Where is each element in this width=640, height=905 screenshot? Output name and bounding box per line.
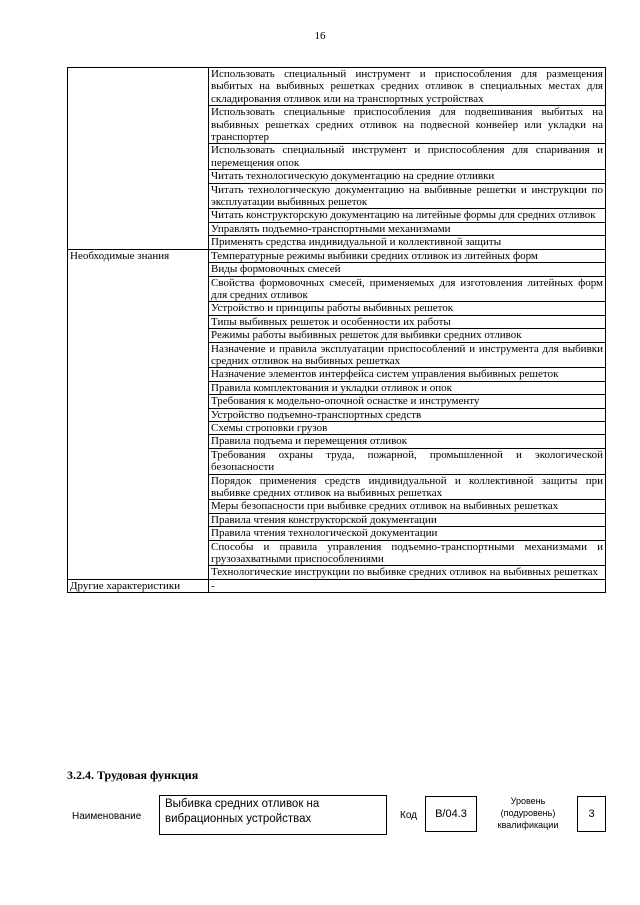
row-text: Правила чтения технологической документации (209, 527, 606, 540)
row-text: Типы выбивных решеток и особенности их работы (209, 315, 606, 328)
row-text: Назначение и правила эксплуатации приспособлений и инструмента для выбивки средних отливок на выбивных решетках (209, 342, 606, 368)
row-text: Применять средства индивидуальной и коллективной защиты (209, 236, 606, 249)
row-text: Назначение элементов интерфейса систем управления выбивных решеток (209, 368, 606, 381)
row-text: Виды формовочных смесей (209, 263, 606, 276)
row-text: Требования к модельно-опочной оснастке и инструменту (209, 395, 606, 408)
table-row (68, 579, 606, 592)
row-label (68, 68, 209, 250)
table-row (68, 249, 606, 262)
row-text: Температурные режимы выбивки средних отливок из литейных форм (209, 249, 606, 262)
row-text: Устройство и принципы работы выбивных решеток (209, 302, 606, 315)
row-text: Устройство подъемно-транспортных средств (209, 408, 606, 421)
row-label: Другие характеристики (68, 579, 209, 592)
row-text: Использовать специальный инструмент и приспособления для спаривания и перемещения опок (209, 144, 606, 170)
row-text: Меры безопасности при выбивке средних отливок на выбивных решетках (209, 500, 606, 513)
row-text: Использовать специальные приспособления для подвешивания выбитых на выбивных решетках средних отливок на подвесной конвейер или укладки на транспортер (209, 106, 606, 144)
row-text: Читать технологическую документацию на средние отливки (209, 170, 606, 183)
page-number: 16 (314, 30, 326, 42)
row-text: Схемы строповки грузов (209, 421, 606, 434)
section-title: 3.2.4. Трудовая функция (67, 768, 199, 782)
row-text: - (209, 579, 606, 592)
name-label: Наименование (72, 811, 142, 822)
row-label: Необходимые знания (68, 249, 209, 579)
row-text: Требования охраны труда, пожарной, промышленной и экологической безопасности (209, 448, 606, 474)
function-name-box: Выбивка средних отливок на вибрационных устройствах (159, 795, 387, 835)
row-text: Читать технологическую документацию на выбивные решетки и инструкции по эксплуатации выбивных решеток (209, 183, 606, 209)
row-text: Свойства формовочных смесей, применяемых для изготовления литейных форм для средних отливок (209, 276, 606, 302)
row-text: Управлять подъемно-транспортными механизмами (209, 222, 606, 235)
code-label: Код (400, 810, 418, 821)
row-text: Правила комплектования и укладки отливок и опок (209, 381, 606, 394)
row-text: Правила чтения конструкторской документации (209, 513, 606, 526)
row-text: Режимы работы выбивных решеток для выбивки средних отливок (209, 329, 606, 342)
row-text: Порядок применения средств индивидуальной и коллективной защиты при выбивке средних отливок на выбивных решетках (209, 474, 606, 500)
row-text: Способы и правила управления подъемно-транспортными механизмами и грузозахватными приспособлениями (209, 540, 606, 566)
table-row (68, 68, 606, 106)
row-text: Использовать специальный инструмент и приспособления для размещения выбитых на выбивных решетках средних отливок в специальных местах для складирования отливок или на транспортных устройствах (209, 68, 606, 106)
code-box: B/04.3 (425, 796, 477, 832)
level-box: 3 (577, 796, 606, 832)
row-text: Правила подъема и перемещения отливок (209, 435, 606, 448)
row-text: Технологические инструкции по выбивке средних отливок на выбивных решетках (209, 566, 606, 579)
requirements-table (67, 67, 606, 593)
row-text: Читать конструкторскую документацию на литейные формы для средних отливок (209, 209, 606, 222)
level-label: Уровень (подуровень) квалификации (497, 796, 559, 830)
